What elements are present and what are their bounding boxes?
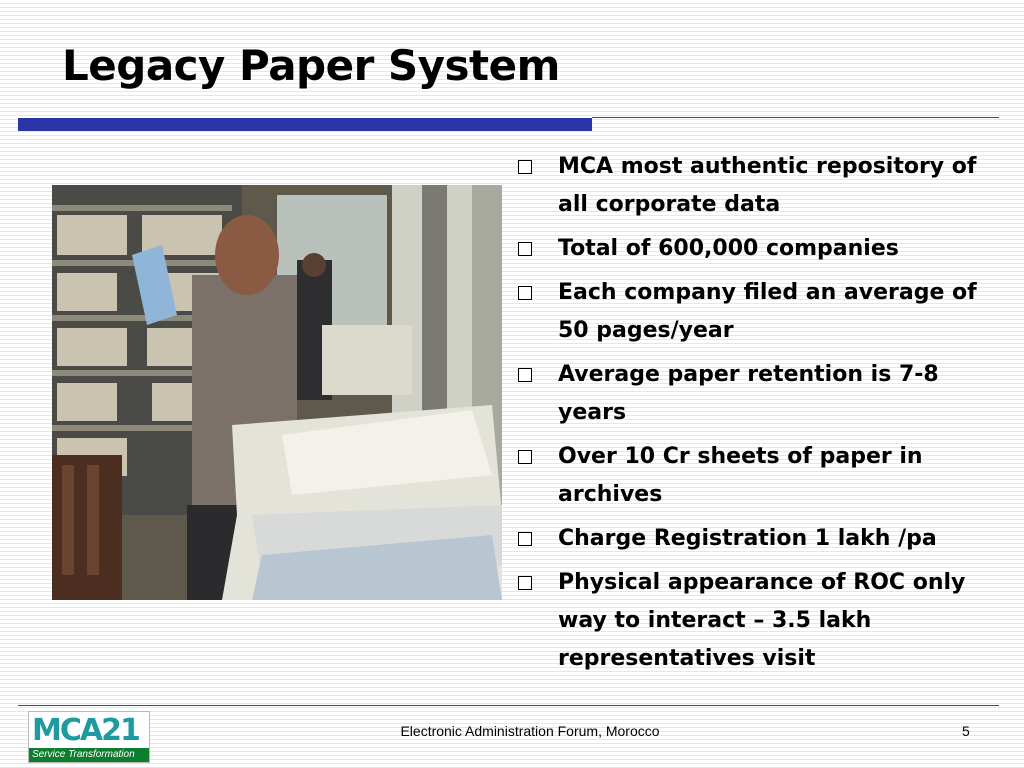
archive-photo [52, 185, 502, 600]
mca21-logo [28, 711, 150, 763]
bullet-text: Average paper retention is 7-8 years [558, 362, 939, 425]
square-bullet-icon [518, 160, 532, 174]
square-bullet-icon [518, 576, 532, 590]
bullet-text: Each company filed an average of 50 pages/year [558, 280, 977, 343]
title-underline-thick [18, 118, 592, 131]
bullet-item [512, 438, 1002, 514]
page-number: 5 [962, 723, 970, 739]
bullet-item [512, 564, 1002, 678]
bullet-item [512, 520, 1002, 558]
bullet-text: Charge Registration 1 lakh /pa [558, 526, 937, 551]
bullet-item [512, 356, 1002, 432]
square-bullet-icon [518, 368, 532, 382]
bullet-text: Physical appearance of ROC only way to interact – 3.5 lakh representatives visit [558, 570, 966, 671]
bullet-item [512, 230, 1002, 268]
bullet-text: MCA most authentic repository of all corporate data [558, 154, 977, 217]
bullet-item [512, 274, 1002, 350]
square-bullet-icon [518, 242, 532, 256]
bullet-item [512, 148, 1002, 224]
logo-wordmark: MCA21 [32, 713, 139, 748]
logo-subtitle: Service Transformation [29, 748, 149, 762]
square-bullet-icon [518, 532, 532, 546]
title-underline-thin [592, 117, 999, 118]
bullet-text: Over 10 Cr sheets of paper in archives [558, 444, 923, 507]
footer-rule [18, 705, 999, 706]
bullet-list [512, 148, 1002, 684]
square-bullet-icon [518, 450, 532, 464]
slide-title: Legacy Paper System [62, 41, 560, 90]
square-bullet-icon [518, 286, 532, 300]
footer-caption: Electronic Administration Forum, Morocco [400, 723, 660, 739]
bullet-text: Total of 600,000 companies [558, 236, 899, 261]
